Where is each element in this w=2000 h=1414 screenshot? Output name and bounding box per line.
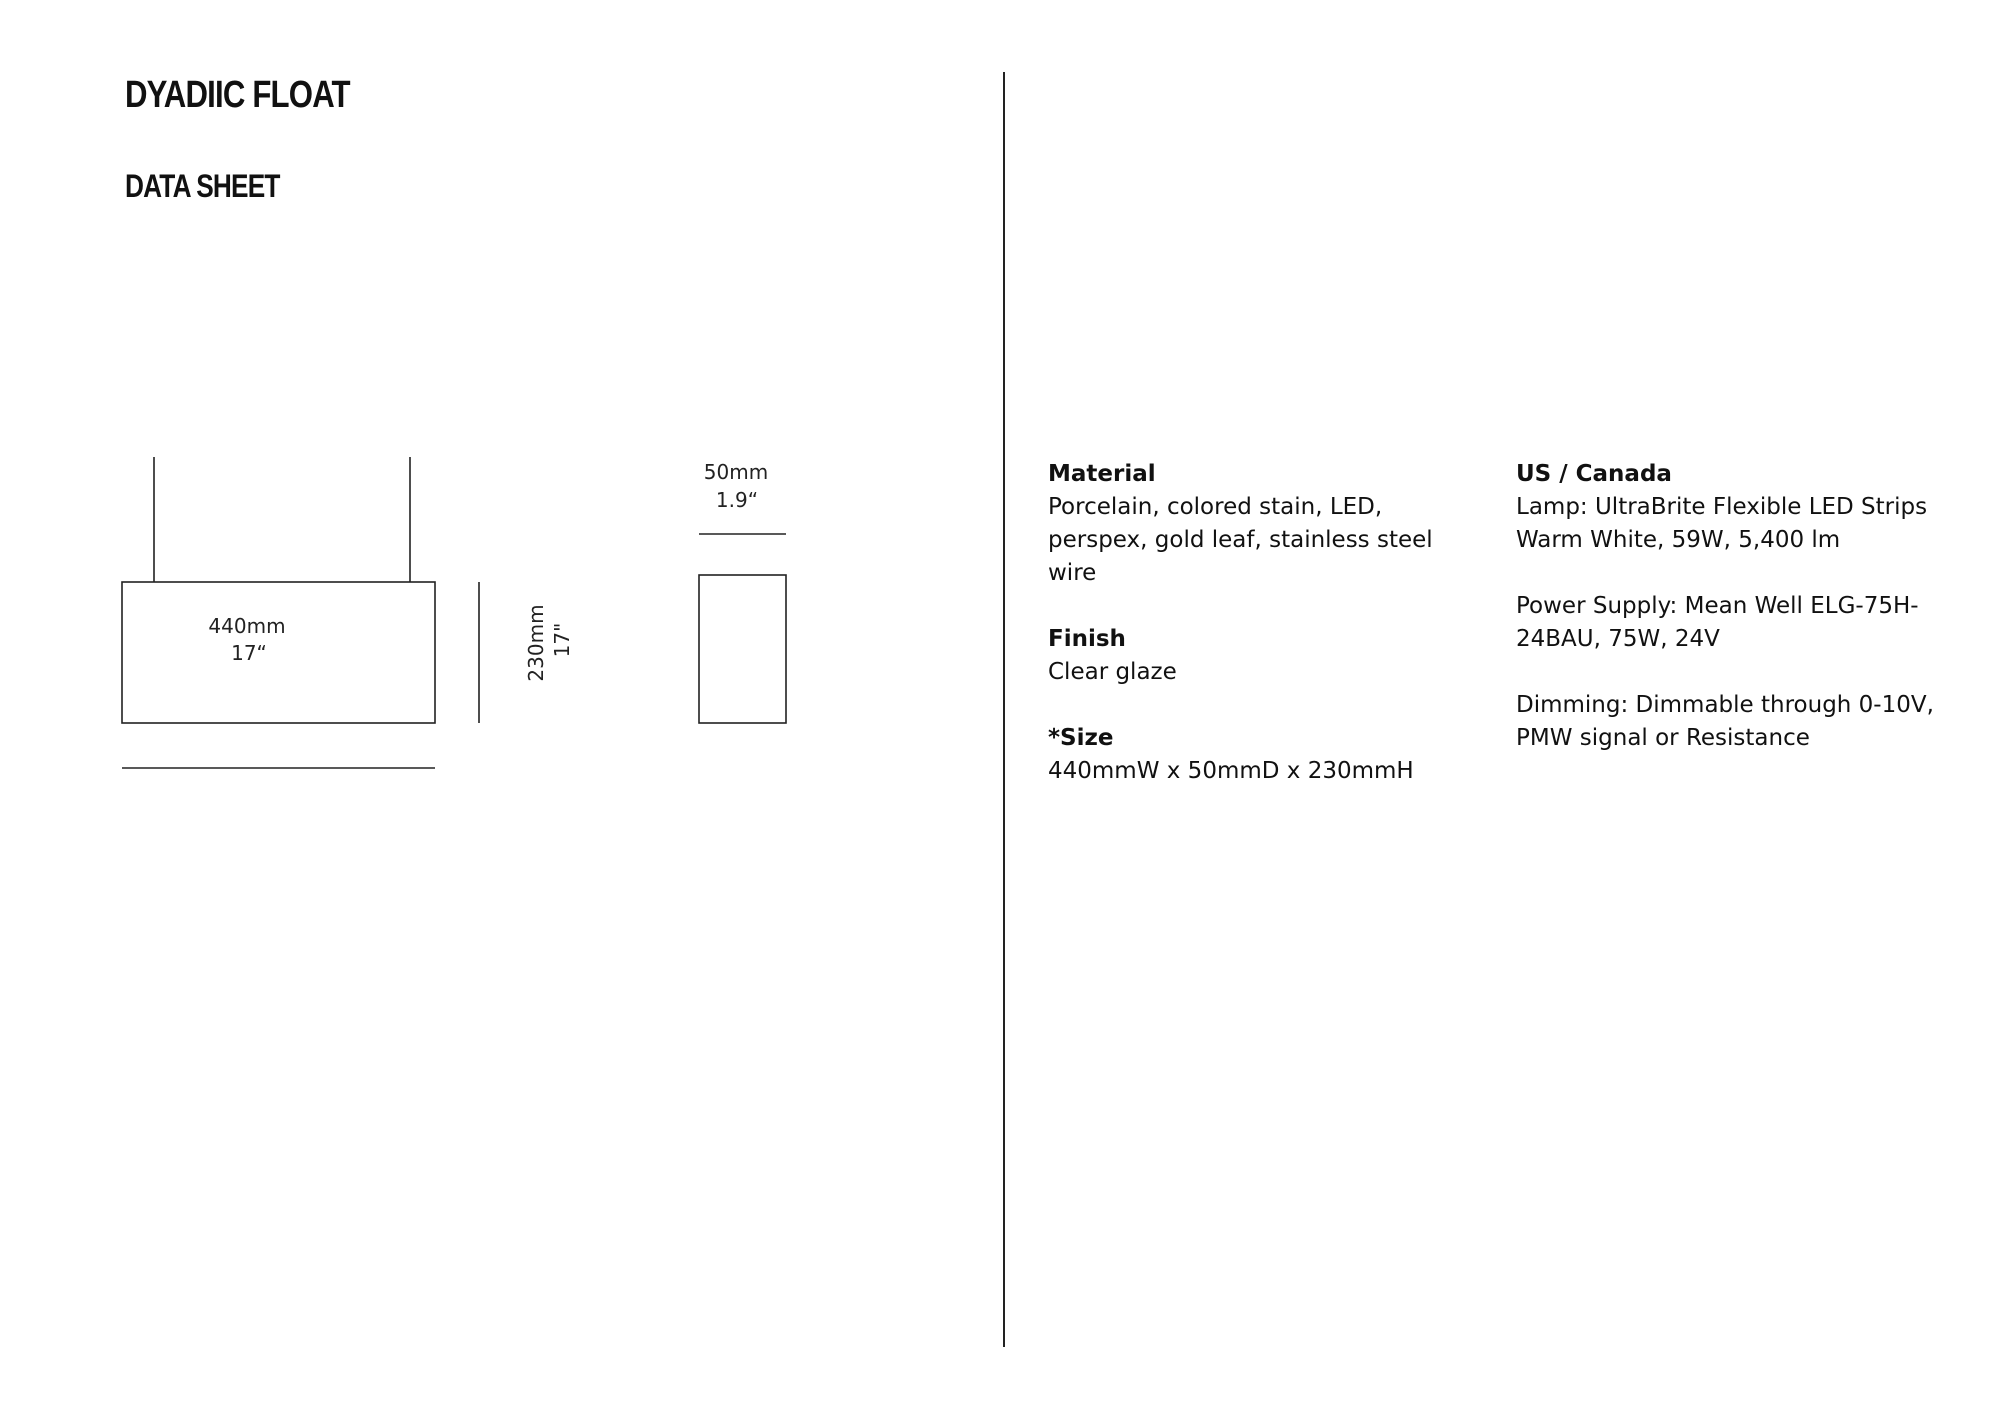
size-block (1048, 722, 1478, 788)
material-label: Material (1048, 461, 1156, 487)
finish-value: Clear glaze (1048, 659, 1177, 685)
dimming-value: Dimming: Dimmable through 0-10V, PMW signal or Resistance (1516, 692, 1934, 751)
page-subtitle: DATA SHEET (125, 168, 280, 204)
front-view-outline (122, 582, 435, 723)
finish-block (1048, 623, 1478, 689)
width-mm-label: 440mm (208, 614, 286, 638)
material-block (1048, 458, 1478, 590)
region-label: US / Canada (1516, 461, 1672, 487)
column-divider (1003, 72, 1005, 1347)
lamp-value: Lamp: UltraBrite Flexible LED Strips Warm White, 59W, 5,400 lm (1516, 494, 1928, 553)
height-mm-label: 230mm (524, 604, 548, 682)
size-label: *Size (1048, 725, 1114, 751)
power-block (1516, 590, 1956, 656)
specs-column-materials (1048, 458, 1478, 821)
width-in-label: 17“ (231, 641, 267, 665)
finish-label: Finish (1048, 626, 1126, 652)
power-supply-value: Power Supply: Mean Well ELG-75H-24BAU, 75W, 24V (1516, 593, 1919, 652)
depth-mm-label: 50mm (703, 460, 769, 484)
depth-in-label: 1.9“ (715, 488, 759, 512)
dimming-block (1516, 689, 1956, 755)
dimension-drawing (0, 0, 1000, 900)
size-value: 440mmW x 50mmD x 230mmH (1048, 758, 1414, 784)
side-view-outline (699, 575, 786, 723)
height-in-label: 17" (550, 622, 574, 658)
material-value: Porcelain, colored stain, LED, perspex, gold leaf, stainless steel wire (1048, 494, 1433, 586)
lamp-block (1516, 458, 1956, 557)
specs-column-electrical (1516, 458, 1956, 788)
page-title: DYADIIC FLOAT (125, 74, 350, 116)
